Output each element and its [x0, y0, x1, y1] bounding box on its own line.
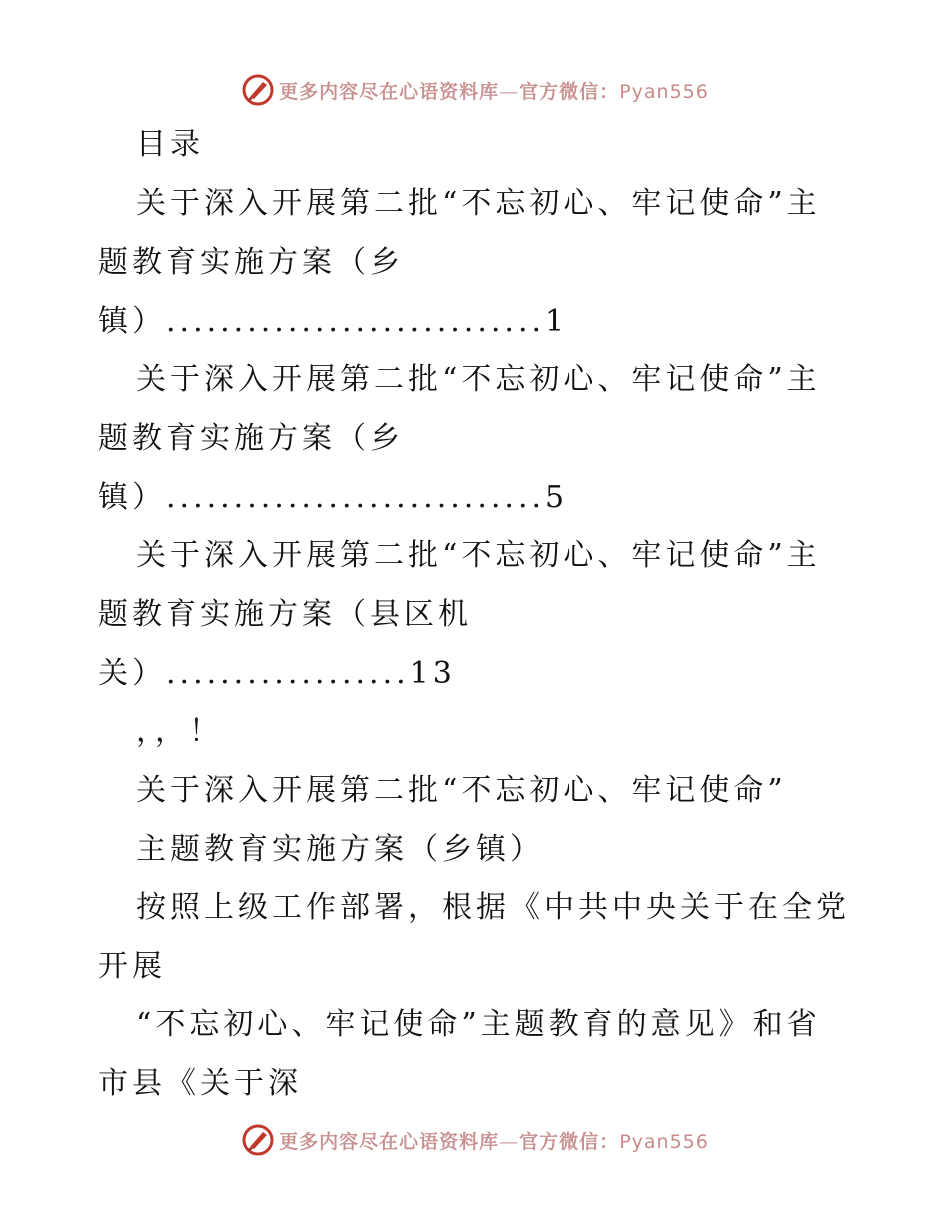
body-paragraph-line-1: 按照上级工作部署，根据《中共中央关于在全党: [136, 890, 850, 925]
quill-logo-icon: [241, 73, 275, 107]
body-paragraph-line-3: “不忘初心、牢记使命”主题教育的意见》和省: [136, 1007, 821, 1042]
toc-heading: 目录: [136, 127, 204, 162]
watermark-text: [279, 77, 709, 104]
toc-entry-1-line-1: 关于深入开展第二批“不忘初心、牢记使命”主: [136, 186, 821, 221]
section-title-line-1: 关于深入开展第二批“不忘初心、牢记使命”: [136, 773, 787, 808]
watermark-brand: 更多内容尽在心语资料库: [279, 1130, 500, 1153]
section-title-line-2: 主题教育实施方案（乡镇）: [136, 832, 544, 867]
watermark-wechat-label: 官方微信：: [519, 80, 620, 103]
toc-entry-3-line-2: 题教育实施方案（县区机: [98, 597, 472, 632]
watermark-wechat-id: Pyan556: [619, 80, 709, 103]
body-paragraph-line-4: 市县《关于深: [98, 1066, 302, 1101]
toc-entry-1-line-2: 题教育实施方案（乡: [98, 245, 404, 280]
watermark-separator: —: [499, 80, 520, 103]
toc-entry-2-line-2: 题教育实施方案（乡: [98, 421, 404, 456]
watermark-footer: [0, 1120, 950, 1160]
quill-logo-icon: [241, 1123, 275, 1157]
toc-entry-2-line-1: 关于深入开展第二批“不忘初心、牢记使命”主: [136, 362, 821, 397]
watermark-separator: —: [499, 1130, 520, 1153]
toc-entry-3-line-1: 关于深入开展第二批“不忘初心、牢记使命”主: [136, 538, 821, 573]
punctuation-line: ，，！: [136, 714, 223, 749]
watermark-text: [279, 1127, 709, 1154]
toc-entry-2-line-3: 镇）............................5: [98, 480, 569, 515]
toc-entry-3-line-3: 关）..................13: [98, 656, 456, 691]
watermark-brand: 更多内容尽在心语资料库: [279, 80, 500, 103]
watermark-wechat-id: Pyan556: [619, 1130, 709, 1153]
toc-entry-1-line-3: 镇）............................1: [98, 304, 569, 339]
body-paragraph-line-2: 开展: [98, 949, 166, 984]
watermark-wechat-label: 官方微信：: [519, 1130, 620, 1153]
watermark-header: [0, 70, 950, 110]
